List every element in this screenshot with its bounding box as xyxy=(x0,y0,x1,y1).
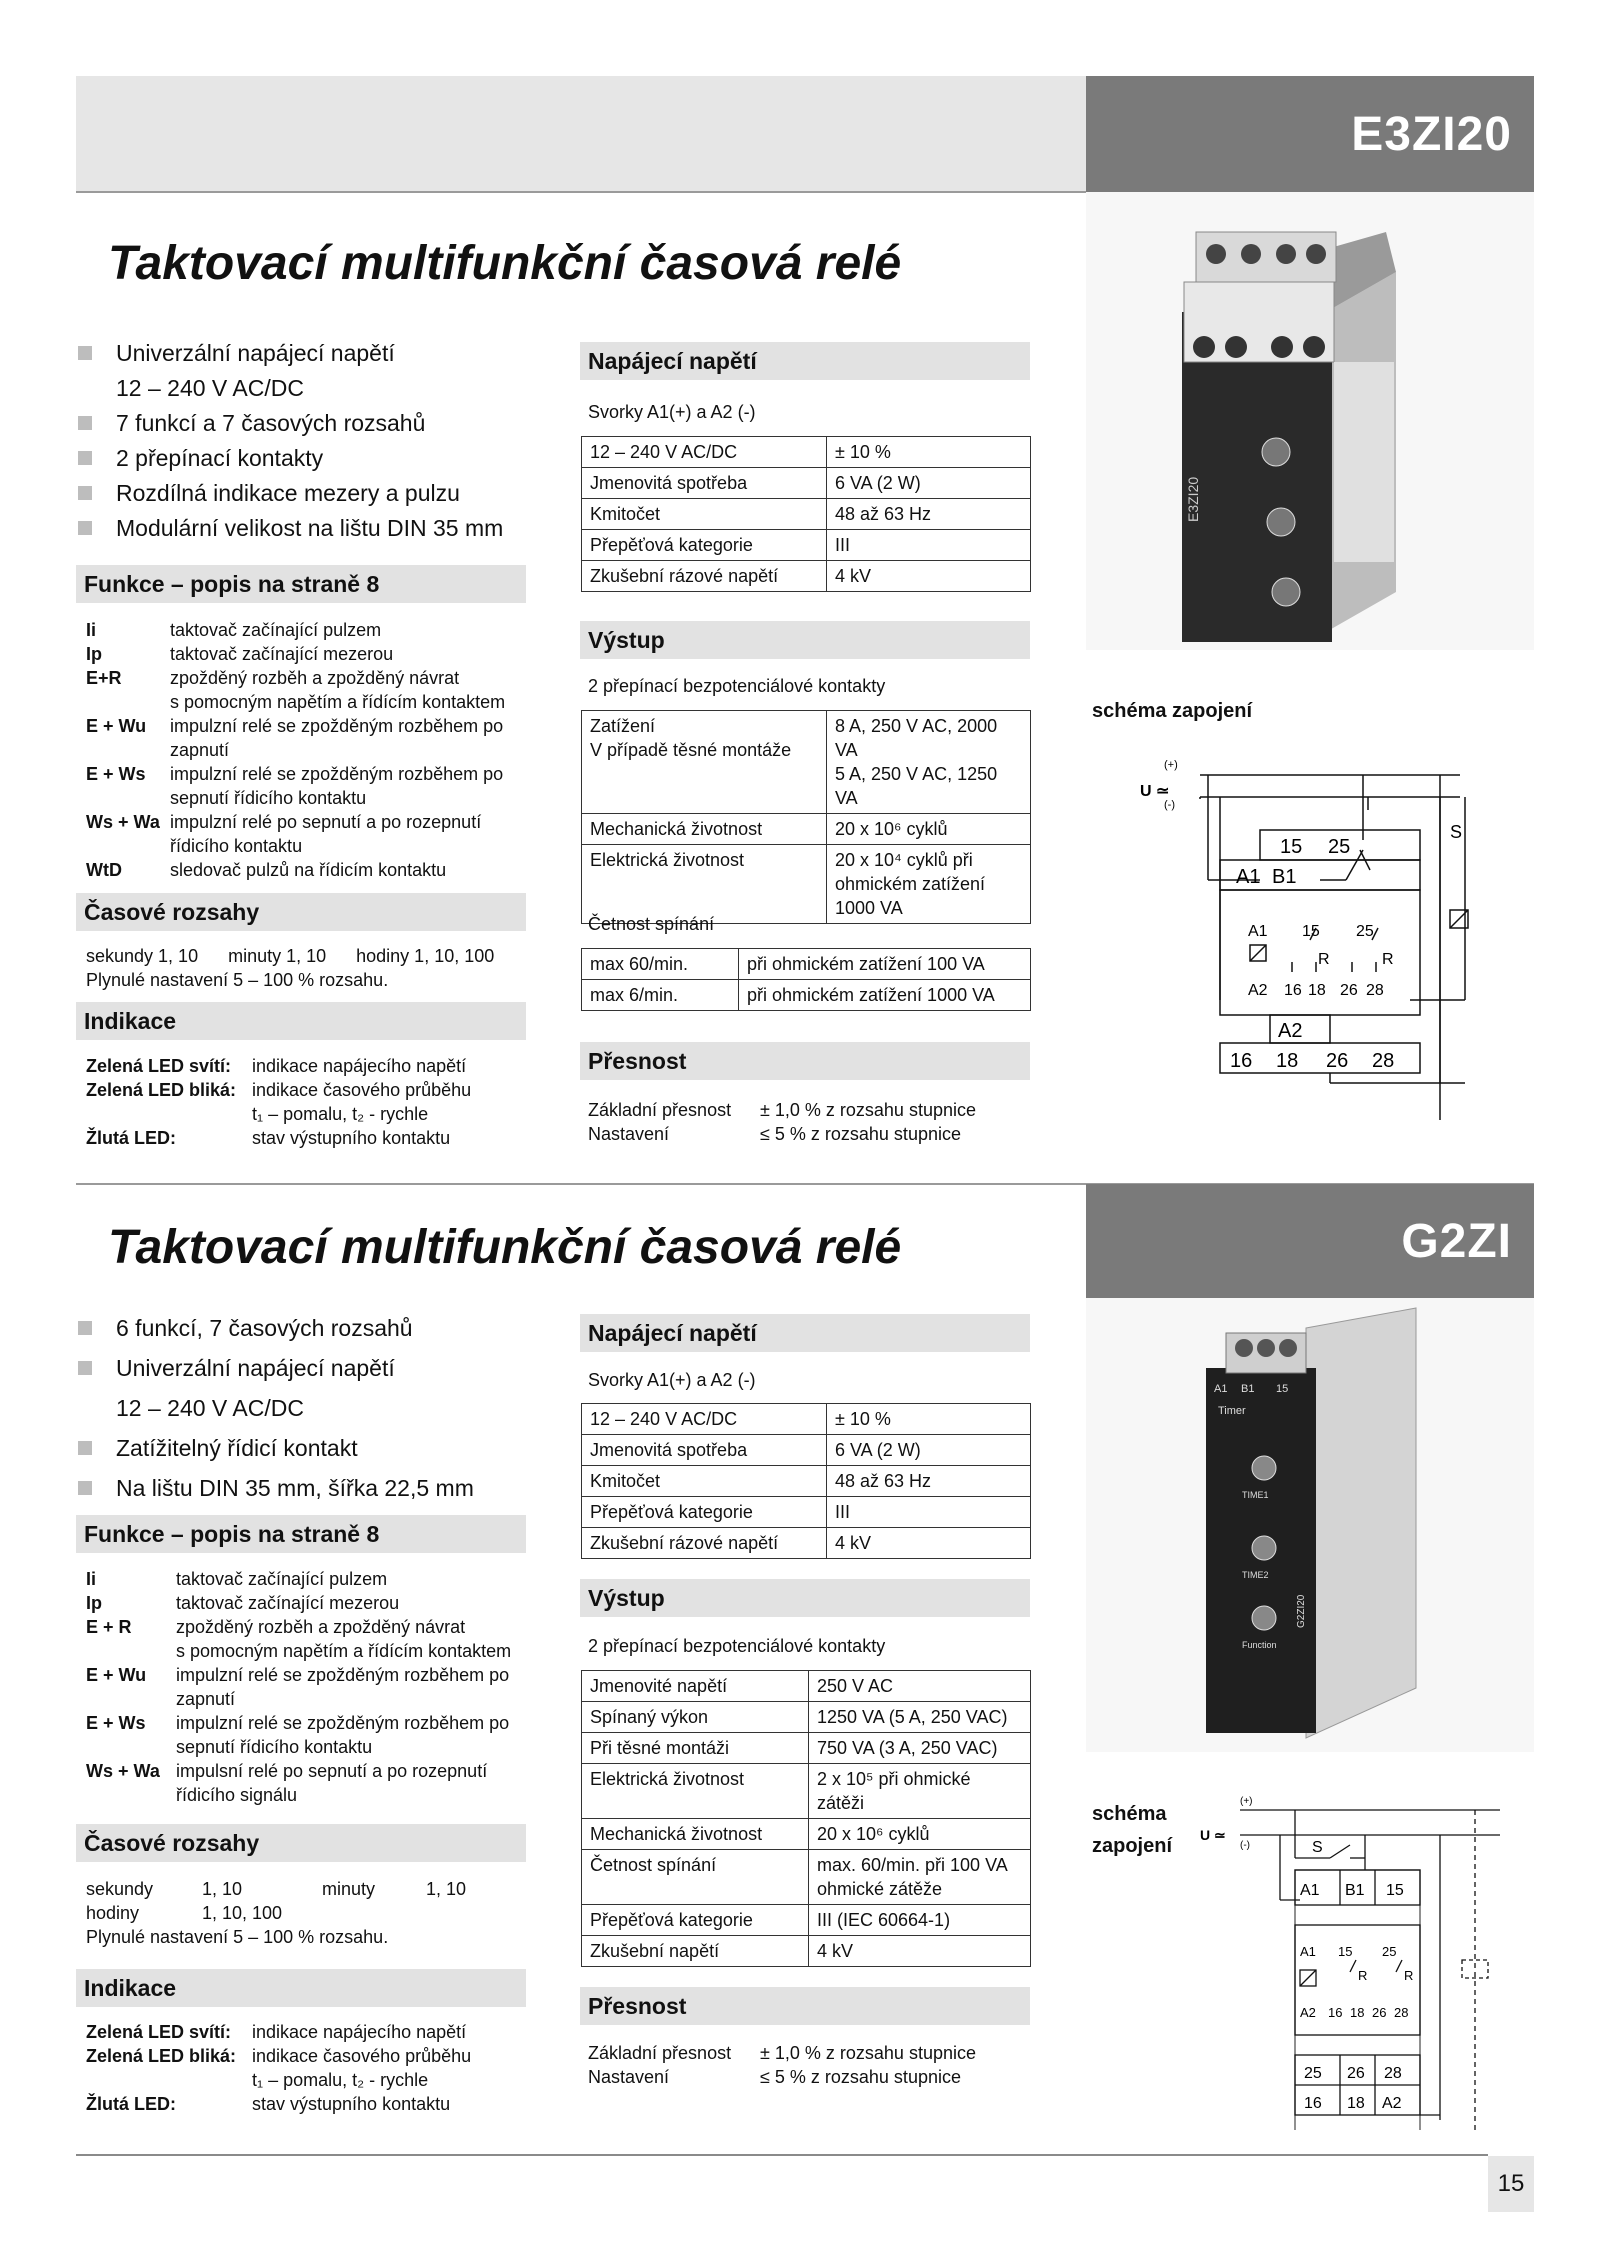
section-heading-funkce: Funkce – popis na straně 8 xyxy=(76,565,526,603)
list-item: zapnutí xyxy=(176,1689,236,1709)
header-rule xyxy=(76,191,1086,193)
table-row: Mechanická životnost 20 x 10⁶ cyklů xyxy=(582,1819,1031,1850)
list-item: 2 přepínací kontakty xyxy=(76,441,556,476)
svg-text:B1: B1 xyxy=(1272,866,1297,888)
svg-text:R: R xyxy=(1382,951,1394,968)
svg-text:(+): (+) xyxy=(1164,759,1178,771)
list-item: Univerzální napájecí napětí xyxy=(76,336,556,371)
table-row: Zatížení V případě těsné montáže 8 A, 250 V AC, 2000 VA 5 A, 250 V AC, 1250 VA xyxy=(582,711,1031,814)
table-row: Přepěťová kategorie III xyxy=(582,530,1031,561)
svg-text:A2: A2 xyxy=(1278,1020,1303,1042)
svg-text:Timer: Timer xyxy=(1218,1405,1246,1417)
svg-text:26: 26 xyxy=(1340,982,1358,999)
table-row: Přepěťová kategorie III (IEC 60664-1) xyxy=(582,1905,1031,1936)
svg-text:26: 26 xyxy=(1326,1050,1349,1072)
section-heading-casove: Časové rozsahy xyxy=(76,1824,526,1862)
list-item: Univerzální napájecí napětí xyxy=(76,1348,556,1388)
accuracy-list: Základní přesnost ± 1,0 % z rozsahu stupnice Nastavení ≤ 5 % z rozsahu stupnice xyxy=(588,1100,976,1144)
product-photo xyxy=(1086,192,1534,650)
table-row: Zkušební rázové napětí 4 kV xyxy=(582,1528,1031,1559)
feature-list xyxy=(76,1308,556,1508)
table-row: 12 – 240 V AC/DC ± 10 % xyxy=(582,437,1031,468)
table-row: Elektrická životnost 20 x 10⁴ cyklů při ohmickém zatížení 1000 VA xyxy=(582,845,1031,924)
list-item: Ws + Wa impulzní relé po sepnutí a po rozepnutí xyxy=(86,812,482,832)
wiring-diagram xyxy=(1120,750,1500,1120)
schema-label: schéma zapojení xyxy=(1092,1803,1173,1857)
table-row: Elektrická životnost 2 x 10⁵ při ohmické zátěži xyxy=(582,1764,1031,1819)
svg-text:A2: A2 xyxy=(1248,982,1268,999)
svg-text:A1: A1 xyxy=(1214,1383,1228,1395)
svg-text:TIME1: TIME1 xyxy=(1242,1490,1269,1500)
table-row: Jmenovitá spotřeba 6 VA (2 W) xyxy=(582,468,1031,499)
svg-text:S: S xyxy=(1450,822,1463,842)
svg-text:18: 18 xyxy=(1308,982,1326,999)
output-note: 2 přepínací bezpotenciálové kontakty xyxy=(588,1636,886,1656)
list-item: Ip taktovač začínající mezerou xyxy=(86,644,394,664)
terminals-note: Svorky A1(+) a A2 (-) xyxy=(588,1370,756,1390)
function-list xyxy=(86,1567,556,1807)
page-title: Taktovací multifunkční časová relé xyxy=(108,237,902,290)
svg-text:A2: A2 xyxy=(1382,2095,1402,2112)
output-table xyxy=(581,1670,1031,1967)
section-heading-napajeci: Napájecí napětí xyxy=(580,1314,1030,1352)
svg-text:A1: A1 xyxy=(1236,866,1261,888)
list-item: s pomocným napětím a řídícím kontaktem xyxy=(176,1641,512,1661)
indication-list: Zelená LED svítí: indikace napájecího napětí Zelená LED bliká: indikace časového průběhu t₁ – pomalu, t₂ - rychle Žlutá LED: stav výstupního kontaktu xyxy=(86,2022,472,2114)
list-item: E + Ws impulzní relé se zpožděným rozběhem po xyxy=(86,1713,510,1733)
table-row: Při těsné montáži 750 VA (3 A, 250 VAC) xyxy=(582,1733,1031,1764)
svg-text:A2: A2 xyxy=(1300,2005,1316,2020)
svg-text:18: 18 xyxy=(1347,2095,1365,2112)
product-code: G2ZI xyxy=(1401,1214,1512,1268)
svg-text:A1: A1 xyxy=(1300,1944,1316,1959)
time-ranges: sekundy 1, 10 minuty 1, 10 hodiny 1, 10, 100 Plynulé nastavení 5 – 100 % rozsahu. xyxy=(86,1879,467,1947)
table-row: Zkušební napětí 4 kV xyxy=(582,1936,1031,1967)
accuracy-list: Základní přesnost ± 1,0 % z rozsahu stupnice Nastavení ≤ 5 % z rozsahu stupnice xyxy=(588,2043,976,2087)
list-item: E + Wu impulzní relé se zpožděným rozběhem po xyxy=(86,716,504,736)
svg-text:R: R xyxy=(1404,1968,1414,1983)
terminals-note: Svorky A1(+) a A2 (-) xyxy=(588,402,756,422)
list-item: Na lištu DIN 35 mm, šířka 22,5 mm xyxy=(76,1468,556,1508)
svg-text:26: 26 xyxy=(1372,2005,1387,2020)
list-item: Rozdílná indikace mezery a pulzu xyxy=(76,476,556,511)
indication-list: Zelená LED svítí: indikace napájecího napětí Zelená LED bliká: indikace časového průběhu t₁ – pomalu, t₂ - rychle Žlutá LED: stav výstupního kontaktu xyxy=(86,1056,472,1148)
product-code: E3ZI20 xyxy=(1351,107,1512,161)
schema-label: schéma zapojení xyxy=(1092,700,1253,722)
list-item: sepnutí řídicího kontaktu xyxy=(170,788,367,808)
list-item: Ws + Wa impulsní relé po sepnutí a po rozepnutí xyxy=(86,1761,488,1781)
product-code-box xyxy=(1086,1184,1534,1298)
svg-text:G2ZI20: G2ZI20 xyxy=(1296,1594,1307,1628)
table-row: 12 – 240 V AC/DC ± 10 % xyxy=(582,1404,1031,1435)
svg-text:18: 18 xyxy=(1350,2005,1365,2020)
svg-text:16: 16 xyxy=(1230,1050,1253,1072)
svg-text:18: 18 xyxy=(1276,1050,1299,1072)
svg-text:(+): (+) xyxy=(1240,1796,1253,1807)
list-item: Zatížitelný řídicí kontakt xyxy=(76,1428,556,1468)
relay-device-image xyxy=(1086,192,1534,650)
footer-rule xyxy=(76,2154,1488,2156)
time-setting: Plynulé nastavení 5 – 100 % rozsahu. xyxy=(86,970,389,990)
svg-text:15: 15 xyxy=(1276,1383,1289,1395)
output-table xyxy=(581,710,1031,924)
device-label: E3ZI20 xyxy=(1185,476,1201,522)
switching-frequency-table xyxy=(581,948,1031,1011)
list-item: Ii taktovač začínající pulzem xyxy=(86,620,382,640)
table-row: Kmitočet 48 až 63 Hz xyxy=(582,1466,1031,1497)
svg-text:A1: A1 xyxy=(1300,1882,1320,1899)
svg-text:28: 28 xyxy=(1366,982,1384,999)
svg-text:28: 28 xyxy=(1372,1050,1395,1072)
svg-text:15: 15 xyxy=(1302,923,1320,940)
section-heading-indikace: Indikace xyxy=(76,1002,526,1040)
page-number-box xyxy=(1488,2156,1534,2212)
table-row: Četnost spínání max. 60/min. při 100 VA ohmické zátěže xyxy=(582,1850,1031,1905)
section-heading-funkce: Funkce – popis na straně 8 xyxy=(76,1515,526,1553)
function-list xyxy=(86,618,556,882)
list-item: E + Wu impulzní relé se zpožděným rozběhem po xyxy=(86,1665,510,1685)
svg-text:16: 16 xyxy=(1304,2095,1322,2112)
table-row: Kmitočet 48 až 63 Hz xyxy=(582,499,1031,530)
svg-text:28: 28 xyxy=(1384,2065,1402,2082)
section-heading-indikace: Indikace xyxy=(76,1969,526,2007)
feature-list xyxy=(76,336,556,546)
svg-text:26: 26 xyxy=(1347,2065,1365,2082)
svg-text:B1: B1 xyxy=(1241,1383,1255,1395)
time-ranges: sekundy 1, 10 minuty 1, 10 hodiny 1, 10, 100 xyxy=(86,946,495,966)
list-item: 6 funkcí, 7 časových rozsahů xyxy=(76,1308,556,1348)
list-item: 7 funkcí a 7 časových rozsahů xyxy=(76,406,556,441)
section-heading-presnost: Přesnost xyxy=(580,1987,1030,2025)
svg-text:(-): (-) xyxy=(1164,799,1175,811)
svg-text:25: 25 xyxy=(1356,923,1374,940)
section-heading-casove: Časové rozsahy xyxy=(76,893,526,931)
table-row: max 60/min. při ohmickém zatížení 100 VA xyxy=(582,949,1031,980)
section-heading-vystup: Výstup xyxy=(580,1579,1030,1617)
supply-table xyxy=(581,1403,1031,1559)
table-row: Jmenovité napětí 250 V AC xyxy=(582,1671,1031,1702)
table-row: Zkušební rázové napětí 4 kV xyxy=(582,561,1031,592)
section-heading-napajeci: Napájecí napětí xyxy=(580,342,1030,380)
section-heading-vystup: Výstup xyxy=(580,621,1030,659)
svg-text:28: 28 xyxy=(1394,2005,1409,2020)
output-note: 2 přepínací bezpotenciálové kontakty xyxy=(588,676,886,696)
relay-device-image xyxy=(1086,1298,1534,1752)
table-row: max 6/min. při ohmickém zatížení 1000 VA xyxy=(582,980,1031,1011)
list-item: 12 – 240 V AC/DC xyxy=(116,1395,304,1421)
list-item: s pomocným napětím a řídícím kontaktem xyxy=(170,692,506,712)
list-item: řídicího kontaktu xyxy=(170,836,303,856)
svg-text:R: R xyxy=(1318,951,1330,968)
table-row: Jmenovitá spotřeba 6 VA (2 W) xyxy=(582,1435,1031,1466)
list-item: řídicího signálu xyxy=(176,1785,298,1805)
page-number: 15 xyxy=(1497,2170,1525,2197)
wiring-diagram xyxy=(1200,1790,1520,2130)
list-item: WtD sledovač pulzů na řídicím kontaktu xyxy=(86,860,447,880)
section-heading-presnost: Přesnost xyxy=(580,1042,1030,1080)
table-row: Přepěťová kategorie III xyxy=(582,1497,1031,1528)
supply-symbol: U ≃ xyxy=(1140,783,1170,800)
page-title: Taktovací multifunkční časová relé xyxy=(108,1221,902,1274)
svg-text:15: 15 xyxy=(1280,836,1303,858)
list-item: 12 – 240 V AC/DC xyxy=(116,375,304,401)
switching-frequency-label: Četnost spínání xyxy=(588,914,715,934)
product-code-box xyxy=(1086,76,1534,192)
svg-text:U ≃: U ≃ xyxy=(1200,1827,1226,1843)
list-item: zapnutí xyxy=(170,740,230,760)
table-row: Spínaný výkon 1250 VA (5 A, 250 VAC) xyxy=(582,1702,1031,1733)
product-photo xyxy=(1086,1298,1534,1752)
svg-text:R: R xyxy=(1358,1968,1368,1983)
svg-text:25: 25 xyxy=(1328,836,1351,858)
svg-text:S: S xyxy=(1312,1839,1323,1856)
svg-text:16: 16 xyxy=(1284,982,1302,999)
svg-text:25: 25 xyxy=(1304,2065,1322,2082)
supply-table xyxy=(581,436,1031,592)
table-row: Mechanická životnost 20 x 10⁶ cyklů xyxy=(582,814,1031,845)
svg-text:25: 25 xyxy=(1382,1944,1397,1959)
list-item: E + Ws impulzní relé se zpožděným rozběhem po xyxy=(86,764,504,784)
list-item: sepnutí řídicího kontaktu xyxy=(176,1737,373,1757)
svg-text:16: 16 xyxy=(1328,2005,1343,2020)
list-item: E+R zpožděný rozběh a zpožděný návrat xyxy=(86,668,460,688)
list-item: E + R zpožděný rozběh a zpožděný návrat xyxy=(86,1617,466,1637)
svg-text:15: 15 xyxy=(1338,1944,1353,1959)
list-item: Modulární velikost na lištu DIN 35 mm xyxy=(76,511,556,546)
svg-text:A1: A1 xyxy=(1248,923,1268,940)
list-item: Ip taktovač začínající mezerou xyxy=(86,1593,400,1613)
header-band xyxy=(76,76,1086,192)
list-item: Ii taktovač začínající pulzem xyxy=(86,1569,388,1589)
svg-text:(-): (-) xyxy=(1240,1840,1250,1851)
svg-text:B1: B1 xyxy=(1345,1882,1365,1899)
svg-text:TIME2: TIME2 xyxy=(1242,1570,1269,1580)
svg-text:Function: Function xyxy=(1242,1640,1277,1650)
svg-text:15: 15 xyxy=(1386,1882,1404,1899)
